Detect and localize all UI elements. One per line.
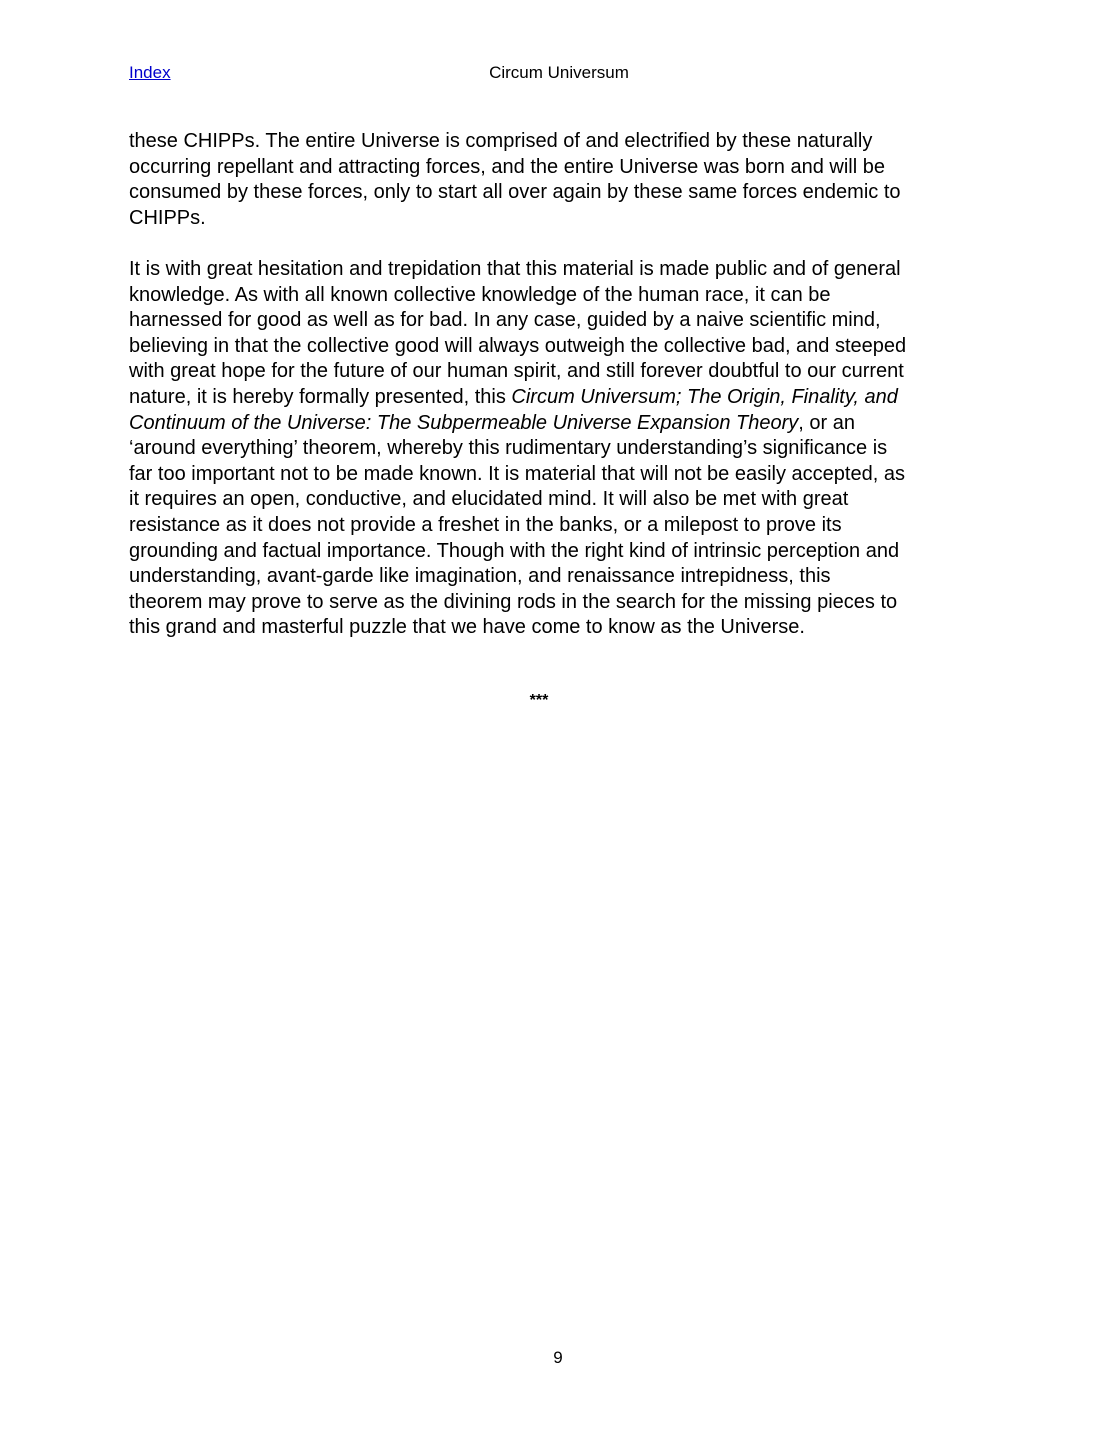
text-line: consumed by these forces, only to start all over again by these same forces endemic to bbox=[129, 181, 901, 204]
paragraph-1 bbox=[129, 129, 901, 231]
italic-title: Circum Universum; The Origin, Finality, and bbox=[511, 385, 898, 408]
text-line: resistance as it does not provide a freshet in the banks, or a milepost to prove its bbox=[129, 513, 842, 536]
text-line: this grand and masterful puzzle that we have come to know as the Universe. bbox=[129, 616, 805, 639]
text-line: these CHIPPs. The entire Universe is comprised of and electrified by these naturally bbox=[129, 130, 873, 152]
text-segment: , or an bbox=[798, 411, 855, 434]
text-line bbox=[129, 385, 906, 411]
text-line: knowledge. As with all known collective knowledge of the human race, it can be bbox=[129, 283, 831, 306]
index-link[interactable]: Index bbox=[129, 63, 171, 82]
italic-title: Continuum of the Universe: The Subpermeable Universe Expansion Theory bbox=[129, 411, 799, 434]
text-line: harnessed for good as well as for bad. In any case, guided by a naive scientific mind, bbox=[129, 309, 881, 332]
page-number: 9 bbox=[553, 1348, 563, 1367]
text-line: with great hope for the future of our human spirit, and still forever doubtful to our current bbox=[129, 360, 904, 383]
section-separator: *** bbox=[529, 692, 549, 709]
paragraph-2 bbox=[129, 257, 906, 641]
text-line: ‘around everything’ theorem, whereby this rudimentary understanding’s significance is bbox=[129, 437, 888, 460]
text-line bbox=[129, 411, 906, 437]
text-segment: nature, it is hereby formally presented, this bbox=[129, 385, 512, 408]
text-line: far too important not to be made known. It is material that will not be easily accepted, as bbox=[129, 462, 905, 485]
running-header-title: Circum Universum bbox=[489, 63, 629, 82]
text-line: CHIPPs. bbox=[129, 206, 206, 229]
text-line: understanding, avant-garde like imagination, and renaissance intrepidness, this bbox=[129, 565, 831, 588]
text-line: grounding and factual importance. Though with the right kind of intrinsic perception and bbox=[129, 539, 900, 562]
text-line: occurring repellant and attracting forces, and the entire Universe was born and will be bbox=[129, 155, 885, 178]
text-line: it requires an open, conductive, and elucidated mind. It will also be met with great bbox=[129, 488, 849, 511]
text-line: theorem may prove to serve as the divining rods in the search for the missing pieces to bbox=[129, 590, 898, 613]
text-line: believing in that the collective good will always outweigh the collective bad, and steeped bbox=[129, 334, 907, 357]
text-line: It is with great hesitation and trepidation that this material is made public and of general bbox=[129, 258, 901, 280]
